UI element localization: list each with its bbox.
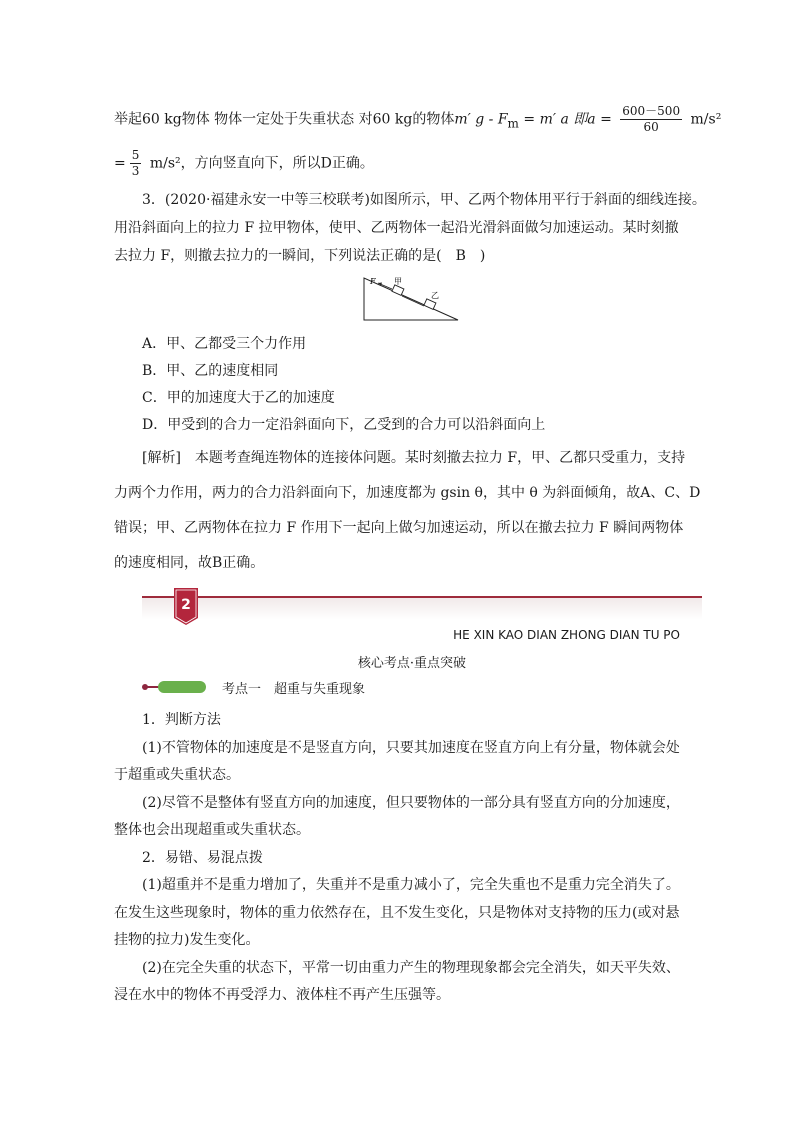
fraction-numerator: 600－500 xyxy=(622,104,681,118)
formula: a = xyxy=(587,111,617,128)
incline-triangle xyxy=(364,278,458,320)
fraction xyxy=(130,148,142,179)
unit: m/s² xyxy=(686,111,722,128)
formula: = m′ a 即 xyxy=(518,111,588,128)
block-jia xyxy=(392,285,404,295)
label-yi: 乙 xyxy=(431,291,439,300)
solution-line-2 xyxy=(114,148,374,179)
question-line: 用沿斜面向上的拉力 F 拉甲物体，使甲、乙两物体一起沿光滑斜面做匀加速运动。某时刻撤 xyxy=(114,220,679,236)
string-line xyxy=(402,296,424,306)
analysis-line: 的速度相同，故B正确。 xyxy=(114,555,265,571)
kaodian-pill xyxy=(158,681,206,693)
option-c: C．甲的加速度大于乙的加速度 xyxy=(142,390,335,406)
formula: m′ g - F xyxy=(454,111,508,128)
section-pinyin: HE XIN KAO DIAN ZHONG DIAN TU PO xyxy=(453,628,680,642)
section-title: 核心考点·重点突破 xyxy=(357,656,467,671)
label-jia: 甲 xyxy=(394,277,402,286)
analysis-line: [解析] 本题考查绳连物体的连接体问题。某时刻撤去拉力 F，甲、乙都只受重力，支持 xyxy=(142,450,686,466)
option-a: A．甲、乙都受三个力作用 xyxy=(142,336,307,352)
fraction xyxy=(620,104,682,135)
body-line: (2)尽管不是整体有竖直方向的加速度，但只要物体的一部分具有竖直方向的分加速度， xyxy=(142,795,680,811)
kaodian-title: 考点一 超重与失重现象 xyxy=(222,682,366,697)
body-line: (1)不管物体的加速度是不是竖直方向，只要其加速度在竖直方向上有分量，物体就会处 xyxy=(142,740,680,756)
body-line: 在发生这些现象时，物体的重力依然存在，且不发生变化，只是物体对支持物的压力(或对悬 xyxy=(114,905,680,921)
solution-line-1 xyxy=(114,104,721,135)
question-line: 3．(2020·福建永安一中等三校联考)如图所示，甲、乙两个物体用平行于斜面的细线连接。 xyxy=(142,192,706,208)
text-span: = xyxy=(114,155,126,172)
question-line: 去拉力 F，则撤去拉力的一瞬间，下列说法正确的是( B ) xyxy=(114,248,486,264)
formula-sub: m xyxy=(507,116,519,131)
option-b: B．甲、乙的速度相同 xyxy=(142,363,279,379)
option-d: D．甲受到的合力一定沿斜面向下，乙受到的合力可以沿斜面向上 xyxy=(142,417,546,433)
body-line: 整体也会出现超重或失重状态。 xyxy=(114,822,310,838)
fraction-denominator: 3 xyxy=(131,164,140,178)
body-line: 浸在水中的物体不再受浮力、液体柱不再产生压强等。 xyxy=(114,987,450,1003)
section-banner-line xyxy=(142,596,702,598)
body-line: (1)超重并不是重力增加了，失重并不是重力减小了，完全失重也不是重力完全消失了。 xyxy=(142,877,680,893)
analysis-line: 力两个力作用，两力的合力沿斜面向下，加速度都为 gsin θ，其中 θ 为斜面倾角，故A、C、D xyxy=(114,485,701,501)
text-span: m/s²，方向竖直向下，所以D正确。 xyxy=(145,155,374,172)
body-line: 挂物的拉力)发生变化。 xyxy=(114,932,260,948)
incline-figure xyxy=(356,272,466,324)
section-badge-number: 2 xyxy=(181,597,191,613)
body-line: 于超重或失重状态。 xyxy=(114,767,240,783)
section-banner-fade xyxy=(142,598,702,620)
text-span: 举起60 kg物体 物体一定处于失重状态 对60 kg的物体 xyxy=(114,111,455,128)
fraction-denominator: 60 xyxy=(643,120,659,134)
analysis-line: 错误；甲、乙两物体在拉力 F 作用下一起向上做匀加速运动，所以在撤去拉力 F 瞬间两物体 xyxy=(114,520,684,536)
heading-1: 1．判断方法 xyxy=(142,712,221,728)
body-line: (2)在完全失重的状态下，平常一切由重力产生的物理现象都会完全消失，如天平失效、 xyxy=(142,960,680,976)
fraction-numerator: 5 xyxy=(131,148,140,162)
kaodian-dot xyxy=(142,684,148,690)
heading-2: 2．易错、易混点拨 xyxy=(142,850,263,866)
label-F: F xyxy=(370,277,376,286)
block-yi xyxy=(424,299,436,309)
